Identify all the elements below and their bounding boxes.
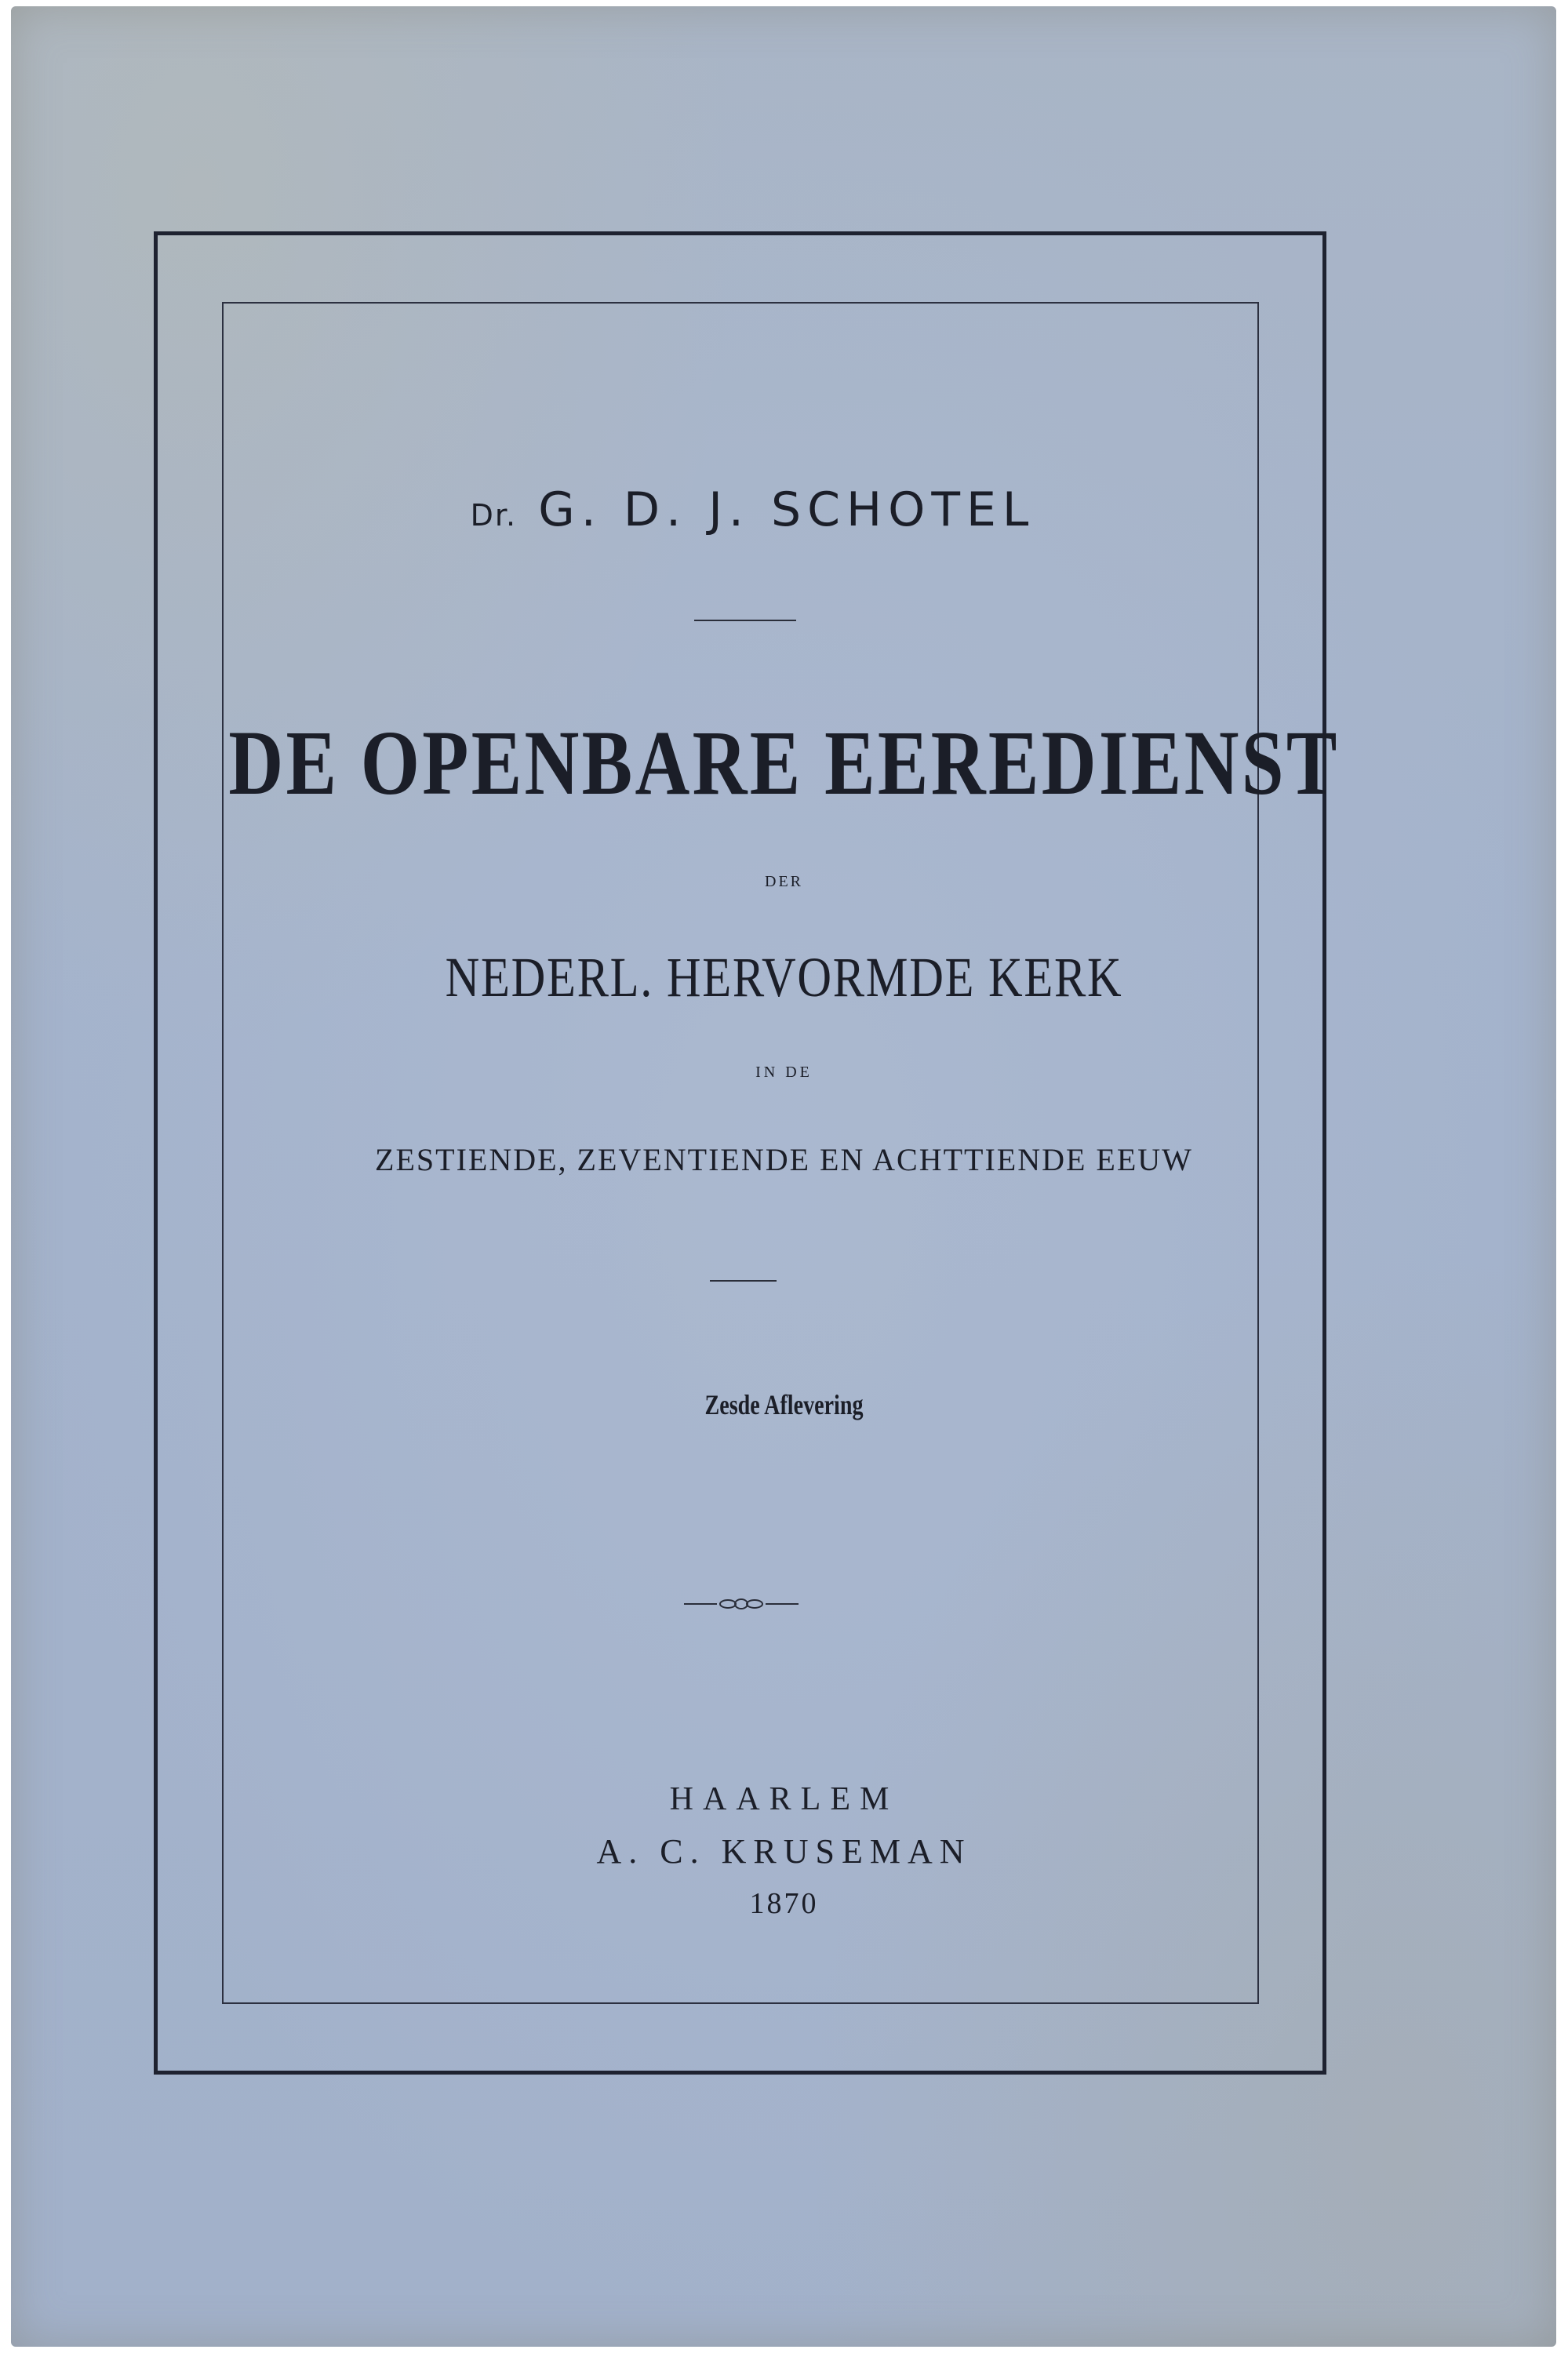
publisher-name: A. C. KRUSEMAN — [596, 1832, 972, 1871]
book-title: DE OPENBARE EEREDIENST — [228, 711, 1340, 814]
author-name: G. D. J. SCHOTEL — [538, 482, 1035, 537]
ornament-flourish-icon — [682, 1592, 800, 1616]
publication-city: HAARLEM — [669, 1781, 899, 1817]
divider-rule-top — [694, 620, 796, 621]
connector-in-de: IN DE — [755, 1064, 813, 1081]
installment-label: Zesde Aflevering — [704, 1389, 864, 1420]
book-subtitle: NEDERL. HERVORMDE KERK — [445, 946, 1123, 1009]
author-prefix: Dr. — [470, 498, 518, 533]
divider-rule-middle — [710, 1280, 777, 1282]
publication-year: 1870 — [749, 1887, 819, 1920]
period-line: ZESTIENDE, ZEVENTIENDE EN ACHTTIENDE EEUW — [375, 1142, 1193, 1177]
connector-der: DER — [765, 873, 803, 890]
author-line — [0, 482, 1537, 537]
